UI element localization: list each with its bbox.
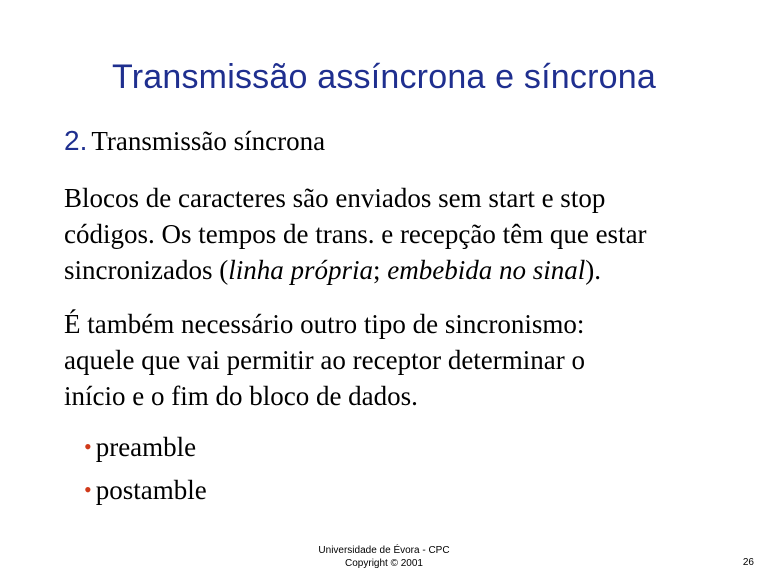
paragraph-2-line-3: início e o fim do bloco de dados. <box>64 381 418 411</box>
paragraph-1-line-1: Blocos de caracteres são enviados sem start e stop <box>64 183 606 213</box>
paragraph-1-italic-1: linha própria <box>228 255 373 285</box>
bullet-item <box>84 432 207 475</box>
paragraph-2-line-2: aquele que vai permitir ao receptor determinar o <box>64 345 586 375</box>
bullet-icon: • <box>84 434 92 459</box>
paragraph-1-line-3-post: ). <box>585 255 601 285</box>
bullet-list <box>84 432 207 518</box>
bullet-icon: • <box>84 477 92 502</box>
paragraph-1 <box>64 180 754 288</box>
section-title: Transmissão síncrona <box>91 126 326 156</box>
section-heading <box>64 125 325 157</box>
bullet-text: postamble <box>95 475 207 505</box>
bullet-item <box>84 475 207 518</box>
paragraph-1-line-3-pre: sincronizados ( <box>64 255 229 285</box>
footer <box>0 544 768 570</box>
footer-institution: Universidade de Évora - CPC <box>318 545 450 556</box>
footer-copyright: Copyright © 2001 <box>345 558 423 569</box>
bullet-text: preamble <box>95 432 197 462</box>
paragraph-1-italic-2: embebida no sinal <box>387 255 586 285</box>
paragraph-1-line-3-mid: ; <box>372 255 388 285</box>
paragraph-2-line-1: É também necessário outro tipo de sincronismo: <box>64 309 585 339</box>
slide-title: Transmissão assíncrona e síncrona <box>112 58 656 96</box>
paragraph-1-line-3 <box>64 252 754 288</box>
paragraph-1-line-2: códigos. Os tempos de trans. e recepção têm que estar <box>64 219 647 249</box>
section-number: 2. <box>64 125 88 156</box>
paragraph-2 <box>64 306 754 414</box>
page-number: 26 <box>742 557 754 568</box>
